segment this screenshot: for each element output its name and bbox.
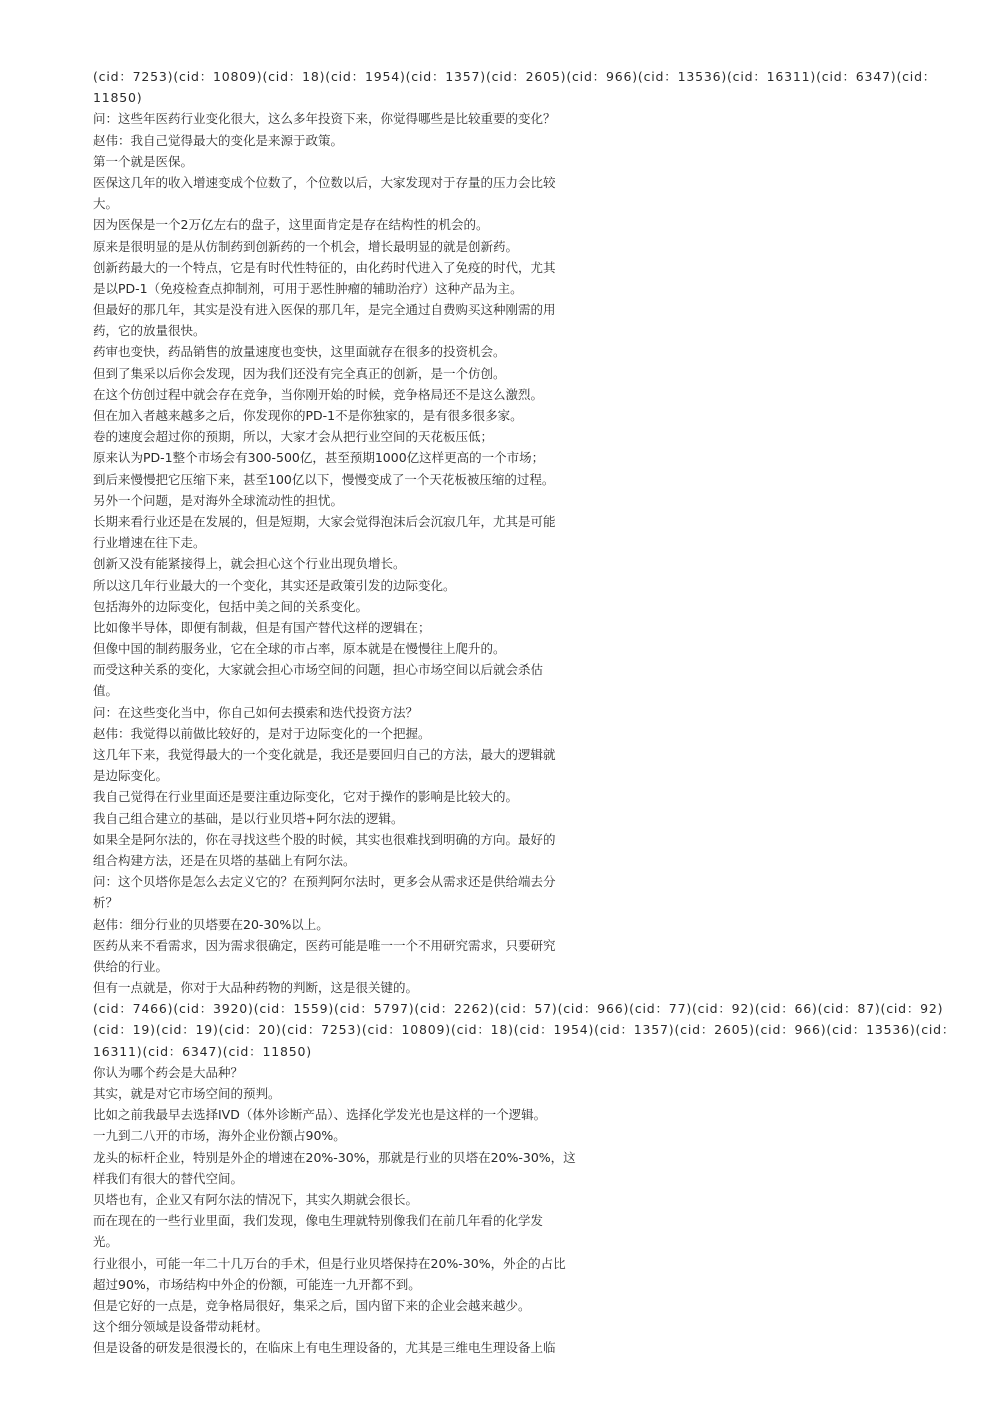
text-line: 析？ xyxy=(93,895,119,911)
text-line: 如果全是阿尔法的，你在寻找这些个股的时候，其实也很难找到明确的方向。最好的 xyxy=(93,831,556,847)
text-line: 原来认为PD-1整个市场会有300-500亿，甚至预期1000亿这样更高的一个市场； xyxy=(93,450,545,466)
text-line: 你认为哪个药会是大品种？ xyxy=(93,1064,244,1080)
text-line: 龙头的标杆企业，特别是外企的增速在20%-30%，那就是行业的贝塔在20%-30%，这 xyxy=(93,1149,576,1165)
text-line: 样我们有很大的替代空间。 xyxy=(93,1170,244,1186)
text-line: 包括海外的边际变化，包括中美之间的关系变化。 xyxy=(93,598,369,614)
text-line: 问：这些年医药行业变化很大，这么多年投资下来，你觉得哪些是比较重要的变化？ xyxy=(93,111,556,127)
text-line: 医保这几年的收入增速变成个位数了，个位数以后，大家发现对于存量的压力会比较 xyxy=(93,174,556,190)
text-line: (cid：7253)(cid：10809)(cid：18)(cid：1954)(cid：1357)(cid：2605)(cid：966)(cid：13536)(cid：16311)(cid：6347)(cid： xyxy=(93,69,937,84)
text-line: 我自己觉得在行业里面还是要注重边际变化，它对于操作的影响是比较大的。 xyxy=(93,789,519,805)
text-line: 供给的行业。 xyxy=(93,958,169,974)
text-line: (cid：7466)(cid：3920)(cid：1559)(cid：5797)(cid：2262)(cid：57)(cid：966)(cid：77)(cid：92)(cid：66)(cid：87)(cid：92) xyxy=(93,1001,944,1017)
text-line: 超过90%，市场结构中外企的份额，可能连一九开都不到。 xyxy=(93,1276,421,1292)
text-line: 赵伟：我自己觉得最大的变化是来源于政策。 xyxy=(93,132,344,148)
text-line: 创新药最大的一个特点，它是有时代性特征的，由化药时代进入了免疫的时代，尤其 xyxy=(93,259,556,275)
text-line: 问：这个贝塔你是怎么去定义它的？在预判阿尔法时，更多会从需求还是供给端去分 xyxy=(93,874,556,890)
text-line: 而在现在的一些行业里面，我们发现，像电生理就特别像我们在前几年看的化学发 xyxy=(93,1213,544,1229)
text-line: 一九到二八开的市场，海外企业份额占90%。 xyxy=(93,1128,346,1144)
text-line: 原来是很明显的是从仿制药到创新药的一个机会，增长最明显的就是创新药。 xyxy=(93,238,519,254)
text-line: 另外一个问题，是对海外全球流动性的担忧。 xyxy=(93,492,344,508)
text-line: 16311)(cid：6347)(cid：11850) xyxy=(93,1043,312,1059)
text-line: 但在加入者越来越多之后，你发现你的PD-1不是你独家的，是有很多很多家。 xyxy=(93,408,523,423)
text-line: 长期来看行业还是在发展的，但是短期，大家会觉得泡沫后会沉寂几年，尤其是可能 xyxy=(93,513,556,529)
text-line: 但是它好的一点是，竞争格局很好，集采之后，国内留下来的企业会越来越少。 xyxy=(93,1297,531,1313)
text-line: 第一个就是医保。 xyxy=(93,153,194,169)
text-line: 其实，就是对它市场空间的预判。 xyxy=(93,1086,281,1101)
document-page xyxy=(93,66,956,1358)
text-line: 赵伟：细分行业的贝塔要在20-30%以上。 xyxy=(93,916,329,932)
text-line: 医药从来不看需求，因为需求很确定，医药可能是唯一一个不用研究需求，只要研究 xyxy=(93,937,556,953)
text-line: 创新又没有能紧接得上，就会担心这个行业出现负增长。 xyxy=(93,556,406,572)
text-line: 是以PD-1（免疫检查点抑制剂，可用于恶性肿瘤的辅助治疗）这种产品为主。 xyxy=(93,280,523,296)
text-line: 到后来慢慢把它压缩下来，甚至100亿以下，慢慢变成了一个天花板被压缩的过程。 xyxy=(93,471,555,487)
text-line: 药，它的放量很快。 xyxy=(93,323,206,339)
text-line: 组合构建方法，还是在贝塔的基础上有阿尔法。 xyxy=(93,852,356,868)
text-line: 行业很小，可能一年二十几万台的手术，但是行业贝塔保持在20%-30%，外企的占比 xyxy=(93,1255,566,1271)
text-line: 行业增速在往下走。 xyxy=(93,535,206,551)
text-line: 但到了集采以后你会发现，因为我们还没有完全真正的创新，是一个仿创。 xyxy=(93,365,506,381)
text-line: 而受这种关系的变化，大家就会担心市场空间的问题，担心市场空间以后就会杀估 xyxy=(93,662,544,678)
text-line: 光。 xyxy=(93,1234,119,1250)
text-line: 因为医保是一个2万亿左右的盘子，这里面肯定是存在结构性的机会的。 xyxy=(93,217,489,233)
text-line: 比如像半导体，即便有制裁，但是有国产替代这样的逻辑在； xyxy=(93,619,431,635)
text-line: 值。 xyxy=(93,683,119,699)
text-line: 所以这几年行业最大的一个变化，其实还是政策引发的边际变化。 xyxy=(93,577,456,593)
text-line: 问：在这些变化当中，你自己如何去摸索和迭代投资方法？ xyxy=(93,704,419,720)
text-line: 我自己组合建立的基础，是以行业贝塔+阿尔法的逻辑。 xyxy=(93,810,404,826)
text-line: 是边际变化。 xyxy=(93,768,169,784)
text-line: 但像中国的制药服务业，它在全球的市占率，原本就是在慢慢往上爬升的。 xyxy=(93,641,506,657)
text-line: 11850) xyxy=(93,90,143,106)
text-line: 药审也变快，药品销售的放量速度也变快，这里面就存在很多的投资机会。 xyxy=(93,344,506,360)
text-line: 比如之前我最早去选择IVD（体外诊断产品）、选择化学发光也是这样的一个逻辑。 xyxy=(93,1107,547,1123)
text-line: 贝塔也有，企业又有阿尔法的情况下，其实久期就会很长。 xyxy=(93,1191,419,1207)
text-line: 但最好的那几年，其实是没有进入医保的那几年，是完全通过自费购买这种刚需的用 xyxy=(93,302,556,318)
text-line: 这个细分领域是设备带动耗材。 xyxy=(93,1319,269,1335)
text-line: 赵伟：我觉得以前做比较好的，是对于边际变化的一个把握。 xyxy=(93,725,431,741)
text-line: 但是设备的研发是很漫长的，在临床上有电生理设备的，尤其是三维电生理设备上临 xyxy=(93,1340,556,1356)
text-line: 大。 xyxy=(93,196,119,212)
text-line: 但有一点就是，你对于大品种药物的判断，这是很关键的。 xyxy=(93,980,419,996)
text-line: 在这个仿创过程中就会存在竞争，当你刚开始的时候，竞争格局还不是这么激烈。 xyxy=(93,386,544,402)
text-line: 卷的速度会超过你的预期，所以，大家才会从把行业空间的天花板压低； xyxy=(93,429,494,445)
text-line: 这几年下来，我觉得最大的一个变化就是，我还是要回归自己的方法，最大的逻辑就 xyxy=(93,747,556,762)
text-line: (cid：19)(cid：19)(cid：20)(cid：7253)(cid：10809)(cid：18)(cid：1954)(cid：1357)(cid：2605)(cid：966)(cid：13536)(cid： xyxy=(93,1022,956,1038)
